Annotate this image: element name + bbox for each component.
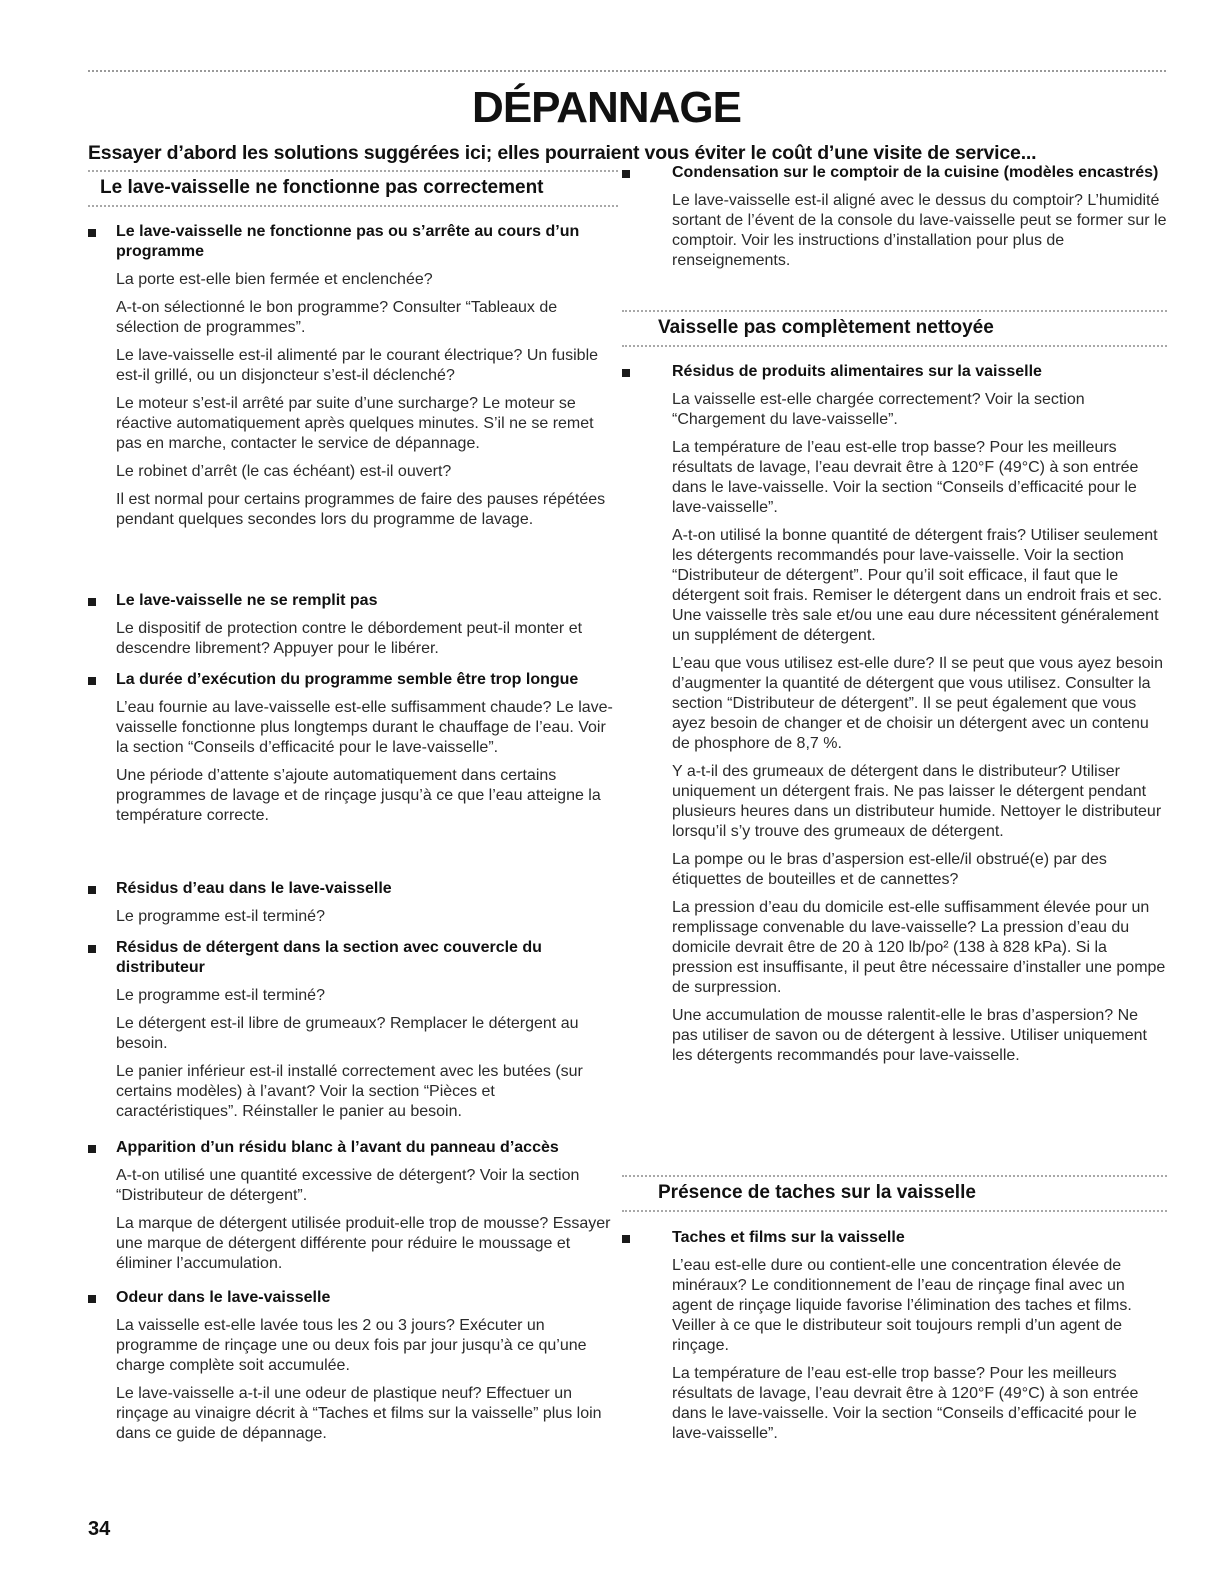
section-header-not-working [88, 170, 618, 207]
item-text: La vaisselle est-elle lavée tous les 2 ou 3 jours? Exécuter un programme de rinçage une ou deux fois par jour jusqu’à ce qu’une charge complète soit accumulée. [116, 1317, 587, 1374]
troubleshoot-item-odor [88, 1288, 618, 1444]
bullet-icon [88, 886, 96, 894]
item-text: Le lave-vaisselle est-il alimenté par le courant électrique? Un fusible est-il grillé, ou un disjoncteur s’est-il déclenché? [116, 347, 599, 384]
page-title: DÉPANNAGE [472, 83, 741, 132]
item-heading: Condensation sur le comptoir de la cuisine (modèles encastrés) [672, 164, 1159, 181]
section-title: Présence de taches sur la vaisselle [658, 1182, 976, 1203]
section-rule [622, 345, 1167, 347]
section-title: Le lave-vaisselle ne fonctionne pas correctement [100, 177, 544, 198]
item-heading: Le lave-vaisselle ne se remplit pas [116, 592, 378, 609]
troubleshoot-item-no-fill [88, 591, 618, 659]
item-heading: Odeur dans le lave-vaisselle [116, 1289, 331, 1306]
item-text: Le programme est-il terminé? [116, 987, 325, 1004]
troubleshoot-item-stops [88, 222, 618, 530]
troubleshoot-item-long-cycle [88, 670, 618, 826]
item-text: La vaisselle est-elle chargée correctement? Voir la section “Chargement du lave-vaisselle”. [672, 391, 1085, 428]
bullet-icon [88, 677, 96, 685]
page-number: 34 [88, 1518, 111, 1540]
item-text: Le lave-vaisselle a-t-il une odeur de plastique neuf? Effectuer un rinçage au vinaigre décrit à “Taches et films sur la vaisselle” plus loin dans ce guide de dépannage. [116, 1385, 602, 1442]
item-text: Il est normal pour certains programmes de faire des pauses répétées pendant quelques secondes lors du programme de lavage. [116, 491, 606, 528]
bullet-icon [88, 945, 96, 953]
item-heading: Apparition d’un résidu blanc à l’avant du panneau d’accès [116, 1139, 559, 1156]
item-text: Le robinet d’arrêt (le cas échéant) est-il ouvert? [116, 463, 452, 480]
section-header-spots [622, 1175, 1167, 1212]
item-text: Une période d’attente s’ajoute automatiquement dans certains programmes de lavage et de rinçage jusqu’à ce que l’eau atteigne la température correcte. [116, 767, 601, 824]
item-heading: Résidus de produits alimentaires sur la vaisselle [672, 363, 1042, 380]
item-text: La température de l’eau est-elle trop basse? Pour les meilleurs résultats de lavage, l’eau devrait être à 120°F (49°C) à son entrée dans le lave-vaisselle. Voir la section “Conseils d’efficacité pour le lave-vaisselle”. [672, 439, 1139, 516]
troubleshoot-item-spots-films [622, 1228, 1167, 1444]
item-heading: Résidus d’eau dans le lave-vaisselle [116, 880, 392, 897]
item-text: L’eau fournie au lave-vaisselle est-elle suffisamment chaude? Le lave-vaisselle fonctionne plus longtemps durant le chauffage de l’eau. Voir la section “Conseils d’efficacité pour le lave-vaisselle”. [116, 699, 613, 756]
item-text: Le lave-vaisselle est-il aligné avec le dessus du comptoir? L’humidité sortant de l’évent de la console du lave-vaisselle peut se former sur le comptoir. Voir les instructions d’installation pour plus de renseignements. [672, 192, 1167, 269]
bullet-icon [88, 1145, 96, 1153]
section-rule [88, 205, 618, 207]
troubleshoot-item-food-residue [622, 362, 1167, 1066]
troubleshoot-item-white-residue [88, 1138, 618, 1274]
item-heading: Le lave-vaisselle ne fonctionne pas ou s’arrête au cours d’un programme [116, 223, 580, 260]
item-text: Le détergent est-il libre de grumeaux? Remplacer le détergent au besoin. [116, 1015, 579, 1052]
item-text: La pression d’eau du domicile est-elle suffisamment élevée pour un remplissage convenable du lave-vaisselle? La pression d’eau du domicile devrait être de 20 à 120 lb/po² (138 à 828 kPa). Si la pression est insuffisante, il peut être nécessaire d’installer une pompe de surpression. [672, 899, 1166, 996]
bullet-icon [88, 229, 96, 237]
bullet-icon [88, 1295, 96, 1303]
troubleshoot-item-condensation [622, 163, 1167, 271]
item-text: A-t-on sélectionné le bon programme? Consulter “Tableaux de sélection de programmes”. [116, 299, 558, 336]
bullet-icon [88, 598, 96, 606]
item-heading: Taches et films sur la vaisselle [672, 1229, 905, 1246]
troubleshoot-item-water-residue [88, 879, 618, 927]
item-text: L’eau que vous utilisez est-elle dure? Il se peut que vous ayez besoin d’augmenter la quantité de détergent que vous utilisez. Consulter la section “Distributeur de détergent”. Il se peut également que vous ayez besoin de changer et de choisir un détergent avec un contenu de phosphore de 8,7 %. [672, 655, 1163, 752]
section-title: Vaisselle pas complètement nettoyée [658, 317, 994, 338]
item-text: L’eau est-elle dure ou contient-elle une concentration élevée de minéraux? Le conditionnement de l’eau de rinçage final avec un agent de rinçage liquide favorise l’élimination des taches et films. Veiller à ce que le distributeur soit toujours rempli d’un agent de rinçage. [672, 1257, 1132, 1354]
troubleshoot-item-detergent-residue [88, 938, 618, 1122]
top-decorative-rule [88, 70, 1166, 72]
item-text: La marque de détergent utilisée produit-elle trop de mousse? Essayer une marque de détergent différente pour réduire le moussage et éliminer l’accumulation. [116, 1215, 611, 1272]
item-text: La température de l’eau est-elle trop basse? Pour les meilleurs résultats de lavage, l’eau devrait être à 120°F (49°C) à son entrée dans le lave-vaisselle. Voir la section “Conseils d’efficacité pour le lave-vaisselle”. [672, 1365, 1139, 1442]
item-text: A-t-on utilisé une quantité excessive de détergent? Voir la section “Distributeur de détergent”. [116, 1167, 580, 1204]
item-text: A-t-on utilisé la bonne quantité de détergent frais? Utiliser seulement les détergents recommandés pour lave-vaisselle. Voir la section “Distributeur de détergent”. Pour qu’il soit efficace, il faut que le détergent soit frais. Remiser le détergent dans un endroit frais et sec. Une vaisselle très sale et/ou une eau dure nécessitent généralement un supplément de détergent. [672, 527, 1163, 644]
bullet-icon [622, 170, 630, 178]
item-text: Le dispositif de protection contre le débordement peut-il monter et descendre librement? Appuyer pour le libérer. [116, 620, 583, 657]
item-text: Y a-t-il des grumeaux de détergent dans le distributeur? Utiliser uniquement un détergent frais. Ne pas laisser le détergent pendant plusieurs heures dans un distributeur humide. Nettoyer le distributeur lorsqu’il s’y trouve des grumeaux de détergent. [672, 763, 1162, 840]
item-text: La porte est-elle bien fermée et enclenchée? [116, 271, 433, 288]
section-header-not-clean [622, 310, 1167, 347]
item-text: Le moteur s’est-il arrêté par suite d’une surcharge? Le moteur se réactive automatiquement après quelques minutes. S’il ne se remet pas en marche, contacter le service de dépannage. [116, 395, 594, 452]
item-text: La pompe ou le bras d’aspersion est-elle/il obstrué(e) par des étiquettes de bouteilles et de cannettes? [672, 851, 1107, 888]
section-rule [622, 1210, 1167, 1212]
item-text: Le panier inférieur est-il installé correctement avec les butées (sur certains modèles) à l’avant? Voir la section “Pièces et caractéristiques”. Réinstaller le panier au besoin. [116, 1063, 583, 1120]
item-text: Une accumulation de mousse ralentit-elle le bras d’aspersion? Ne pas utiliser de savon ou de détergent à lessive. Utiliser uniquement les détergents recommandés pour lave-vaisselle. [672, 1007, 1147, 1064]
item-heading: La durée d’exécution du programme semble être trop longue [116, 671, 579, 688]
item-heading: Résidus de détergent dans la section avec couvercle du distributeur [116, 939, 542, 976]
bullet-icon [622, 369, 630, 377]
item-text: Le programme est-il terminé? [116, 908, 325, 925]
bullet-icon [622, 1235, 630, 1243]
page-subtitle: Essayer d’abord les solutions suggérées ici; elles pourraient vous éviter le coût d’une visite de service... [88, 142, 1037, 164]
